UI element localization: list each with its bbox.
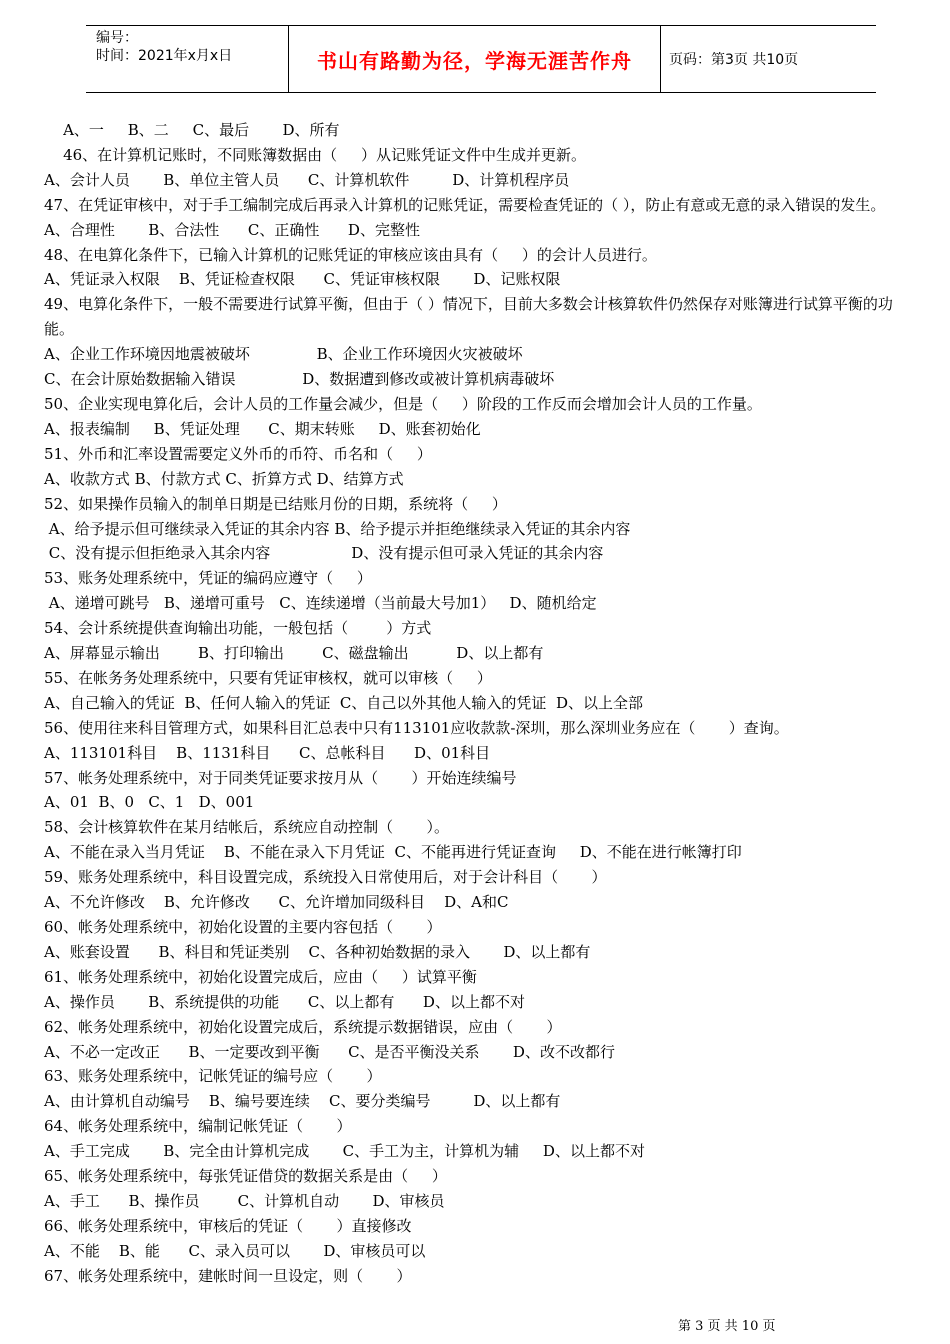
text-line: C、没有提示但拒绝录入其余内容 D、没有提示但可录入凭证的其余内容 [44, 544, 604, 563]
text-line: 67、帐务处理系统中，建帐时间一旦设定，则（ ） [44, 1266, 412, 1285]
document-time-label: 时间：2021年x月x日 [96, 48, 233, 64]
page-header [86, 25, 876, 93]
text-line: A、操作员 B、系统提供的功能 C、以上都有 D、以上都不对 [44, 992, 525, 1011]
text-line: 52、如果操作员输入的制单日期是已结账月份的日期，系统将（ ） [44, 494, 507, 513]
text-line: 51、外币和汇率设置需要定义外币的币符、币名和（ ） [44, 444, 432, 463]
text-line: 56、使用往来科目管理方式，如果科目汇总表中只有113101应收款款-深圳，那么深圳业务应在（ ）查询。 [44, 718, 789, 737]
header-motto: 书山有路勤为径，学海无涯苦作舟 [317, 48, 632, 73]
header-page-cell [661, 26, 876, 92]
text-line: 50、企业实现电算化后，会计人员的工作量会减少，但是（ ）阶段的工作反而会增加会计人员的工作量。 [44, 394, 762, 413]
text-line: 54、会计系统提供查询输出功能，一般包括（ ）方式 [44, 619, 432, 638]
page-footer: 第 3 页 共 10 页 [678, 1319, 776, 1334]
text-line: A、屏幕显示输出 B、打印输出 C、磁盘输出 D、以上都有 [44, 644, 544, 663]
text-line: 59、账务处理系统中，科目设置完成，系统投入日常使用后，对于会计科目（ ） [44, 868, 607, 887]
text-line: 53、账务处理系统中，凭证的编码应遵守（ ） [44, 569, 372, 588]
text-line: 55、在帐务务处理系统中，只要有凭证审核权，就可以审核（ ） [44, 668, 492, 687]
text-line: A、不能在录入当月凭证 B、不能在录入下月凭证 C、不能再进行凭证查询 D、不能在进行帐簿打印 [44, 843, 742, 862]
question-list [44, 118, 922, 1289]
text-line: A、递增可跳号 B、递增可重号 C、连续递增（当前最大号加1） D、随机给定 [44, 594, 597, 613]
text-line: A、不必一定改正 B、一定要改到平衡 C、是否平衡没关系 D、改不改都行 [44, 1042, 615, 1061]
text-line: A、113101科目 B、1131科目 C、总帐科目 D、01科目 [44, 743, 491, 762]
text-line: 64、帐务处理系统中，编制记帐凭证（ ） [44, 1117, 352, 1136]
text-line: 63、账务处理系统中，记帐凭证的编号应（ ） [44, 1067, 382, 1086]
text-line: 65、帐务处理系统中，每张凭证借贷的数据关系是由（ ） [44, 1167, 447, 1186]
text-line: 60、帐务处理系统中，初始化设置的主要内容包括（ ） [44, 918, 442, 936]
text-line: A、会计人员 B、单位主管人员 C、计算机软件 D、计算机程序员 [44, 170, 570, 189]
text-line: A、给予提示但可继续录入凭证的其余内容 B、给予提示并拒绝继续录入凭证的其余内容 [44, 519, 631, 538]
text-line: A、报表编制 B、凭证处理 C、期末转账 D、账套初始化 [44, 419, 481, 438]
text-line: 57、帐务处理系统中，对于同类凭证要求按月从（ ）开始连续编号 [44, 768, 517, 787]
text-line: A、手工 B、操作员 C、计算机自动 D、审核员 [44, 1191, 445, 1210]
text-line: A、合理性 B、合法性 C、正确性 D、完整性 [44, 220, 420, 239]
text-line: A、自己输入的凭证 B、任何人输入的凭证 C、自己以外其他人输入的凭证 D、以上全部 [44, 693, 643, 712]
text-line: 66、帐务处理系统中，审核后的凭证（ ）直接修改 [44, 1216, 412, 1235]
header-motto-cell [288, 26, 661, 92]
header-page-number: 页码：第3页 共10页 [669, 52, 799, 68]
text-line: A、一 B、二 C、最后 D、所有 [44, 121, 340, 139]
text-line: C、在会计原始数据输入错误 D、数据遭到修改或被计算机病毒破坏 [44, 370, 555, 389]
text-line: A、凭证录入权限 B、凭证检查权限 C、凭证审核权限 D、记账权限 [44, 270, 561, 289]
document-number-label: 编号： [96, 30, 138, 46]
text-line: 46、在计算机记账时，不同账簿数据由（ ）从记账凭证文件中生成并更新。 [44, 145, 587, 164]
text-line: A、账套设置 B、科目和凭证类别 C、各种初始数据的录入 D、以上都有 [44, 942, 591, 961]
text-line: 49、电算化条件下，一般不需要进行试算平衡，但由于（ ）情况下，目前大多数会计核算软件仍然保存对账簿进行试算平衡的功能。 [44, 295, 893, 339]
text-line: 48、在电算化条件下，已输入计算机的记账凭证的审核应该由具有（ ）的会计人员进行。 [44, 245, 657, 264]
text-line: 58、会计核算软件在某月结帐后，系统应自动控制（ ）。 [44, 818, 449, 837]
text-line: A、手工完成 B、完全由计算机完成 C、手工为主，计算机为辅 D、以上都不对 [44, 1142, 645, 1161]
text-line: A、企业工作环境因地震被破坏 B、企业工作环境因火灾被破坏 [44, 345, 523, 364]
text-line: 62、帐务处理系统中，初始化设置完成后，系统提示数据错误，应由（ ） [44, 1017, 562, 1036]
text-line: A、收款方式 B、付款方式 C、折算方式 D、结算方式 [44, 469, 404, 488]
text-line: 61、帐务处理系统中，初始化设置完成后，应由（ ）试算平衡 [44, 967, 477, 986]
header-left-cell [86, 26, 288, 92]
text-line: A、不允许修改 B、允许修改 C、允许增加同级科目 D、A和C [44, 893, 509, 912]
text-line: A、01 B、0 C、1 D、001 [44, 793, 255, 812]
text-line: 47、在凭证审核中，对于手工编制完成后再录入计算机的记账凭证，需要检查凭证的（ ），防止有意或无意的录入错误的发生。 [44, 195, 886, 214]
text-line: A、不能 B、能 C、录入员可以 D、审核员可以 [44, 1241, 426, 1260]
text-line: A、由计算机自动编号 B、编号要连续 C、要分类编号 D、以上都有 [44, 1092, 561, 1111]
